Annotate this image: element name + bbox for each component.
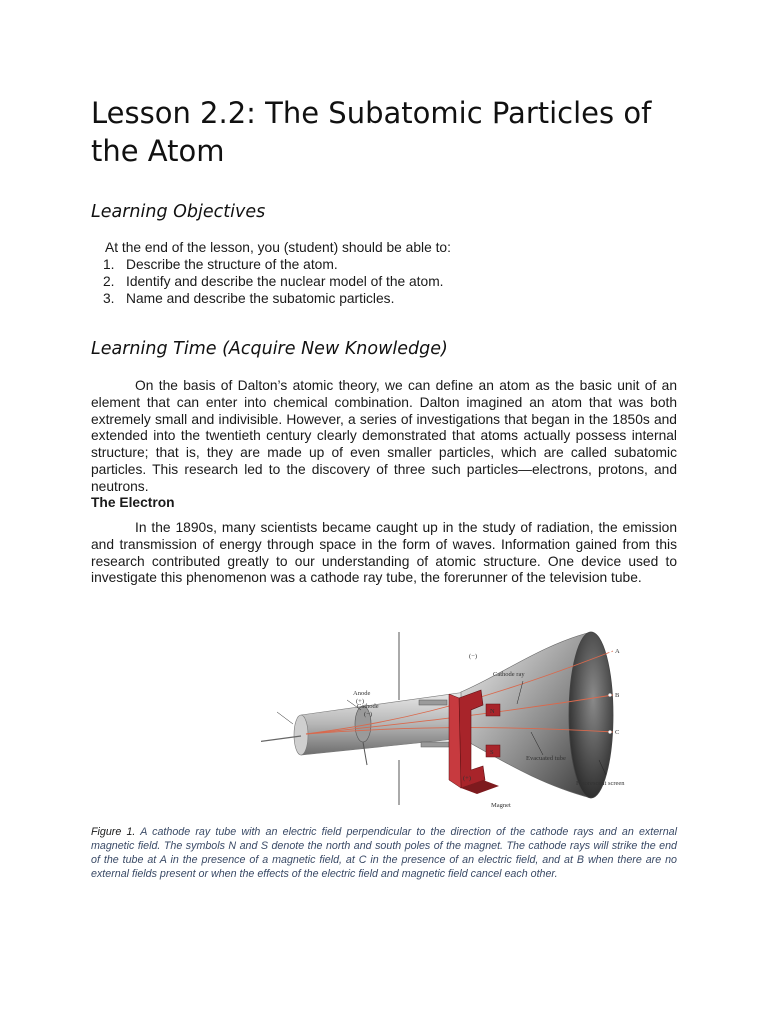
cathode-label: Cathode <box>357 703 379 710</box>
evacuated-tube-label: Evacuated tube <box>526 755 566 762</box>
electron-paragraph: In the 1890s, many scientists became caught up in the study of radiation, the emission and transmission of energy through space in the form of waves. Information gained from this research contributed greatly to our understanding of atomic structure. One device used to investigate this phenomenon was a cathode ray tube, the forerunner of the television tube. <box>91 520 677 586</box>
cathode-ray-tube-figure <box>261 620 641 815</box>
figure-caption <box>91 825 677 881</box>
top-sign: (−) <box>469 653 477 660</box>
point-b-label: B <box>615 692 620 699</box>
cathode-sign: (−) <box>364 711 372 718</box>
list-item: 2. Identify and describe the nuclear model of the atom. <box>103 274 444 289</box>
objectives-intro: At the end of the lesson, you (student) should be able to: <box>105 240 451 255</box>
objectives-list <box>91 256 444 307</box>
pole-s-label: S <box>490 749 494 756</box>
anode-sign: (+) <box>356 698 364 705</box>
pole-n-label: N <box>490 708 495 715</box>
list-item: 3. Name and describe the subatomic particles. <box>103 291 395 306</box>
magnet-label: Magnet <box>491 802 511 809</box>
objectives-heading: Learning Objectives <box>91 202 266 222</box>
cathode-ray-label: Cathode ray <box>493 671 525 678</box>
learning-time-paragraph: On the basis of Dalton’s atomic theory, we can define an atom as the basic unit of an element that can enter into chemical combination. Dalton imagined an atom that was both extremely small and indivisible. However, a series of investigations that began in the 1850s and extended into the twentieth century clearly demonstrated that atoms actually possess internal structure; that is, they are made up of even smaller particles, which are called subatomic particles. This research led to the discovery of three such particles—electrons, protons, and neutrons. <box>91 378 677 494</box>
list-item: 1. Describe the structure of the atom. <box>103 257 338 272</box>
figure-caption-text: A cathode ray tube with an electric field perpendicular to the direction of the cathode rays and an external magnetic field. The symbols N and S denote the north and south poles of the magnet. The cathode rays will strike the end of the tube at A in the presence of a magnetic field, at C in the presence of an electric field, and at B when there are no external fields present or when the effects of the electric field and magnetic field cancel each other. <box>91 826 678 880</box>
learning-time-heading: Learning Time (Acquire New Knowledge) <box>91 339 448 359</box>
bottom-sign: (+) <box>463 775 471 782</box>
electron-heading: The Electron <box>91 495 175 510</box>
page-title: Lesson 2.2: The Subatomic Particles of the Atom <box>91 96 652 168</box>
point-c-label: C <box>615 729 620 736</box>
point-a-label: A <box>615 648 620 655</box>
figure-caption-label: Figure 1. <box>91 826 136 838</box>
anode-label: Anode <box>353 690 371 697</box>
fluorescent-screen-label: Fluorescent screen <box>576 780 625 787</box>
